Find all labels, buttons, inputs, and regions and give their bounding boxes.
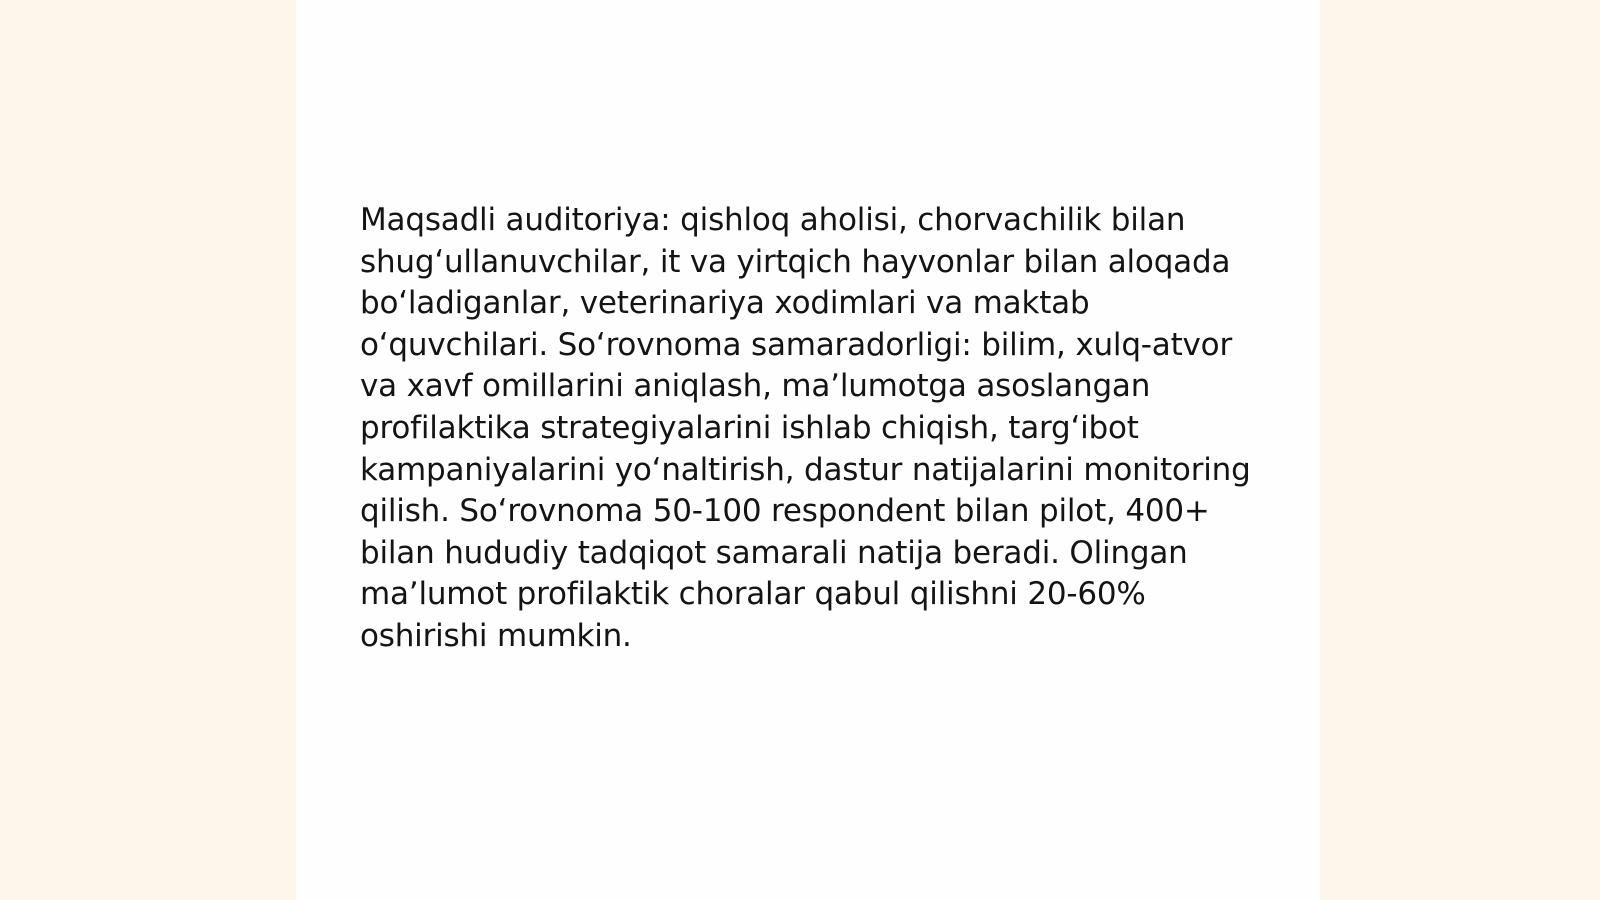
slide-body-text: Maqsadli auditoriya: qishloq aholisi, chorvachilik bilan shug‘ullanuvchilar, it va yirtqich hayvonlar bilan aloqada bo‘ladiganlar, veterinariya xodimlari va maktab o‘quvchilari. So‘rovnoma samaradorligi: bilim, xulq-atvor va xavf omillarini aniqlash, ma’lumotga asoslangan profilaktika strategiyalarini ishlab chiqish, targ‘ibot kampaniyalarini yo‘naltirish, dastur natijalarini monitoring qilish. So‘rovnoma 50-100 respondent bilan pilot, 400+ bilan hududiy tadqiqot samarali natija beradi. Olingan ma’lumot profilaktik choralar qabul qilishni 20-60% oshirishi mumkin. — [360, 202, 1251, 654]
slide — [296, 0, 1320, 900]
